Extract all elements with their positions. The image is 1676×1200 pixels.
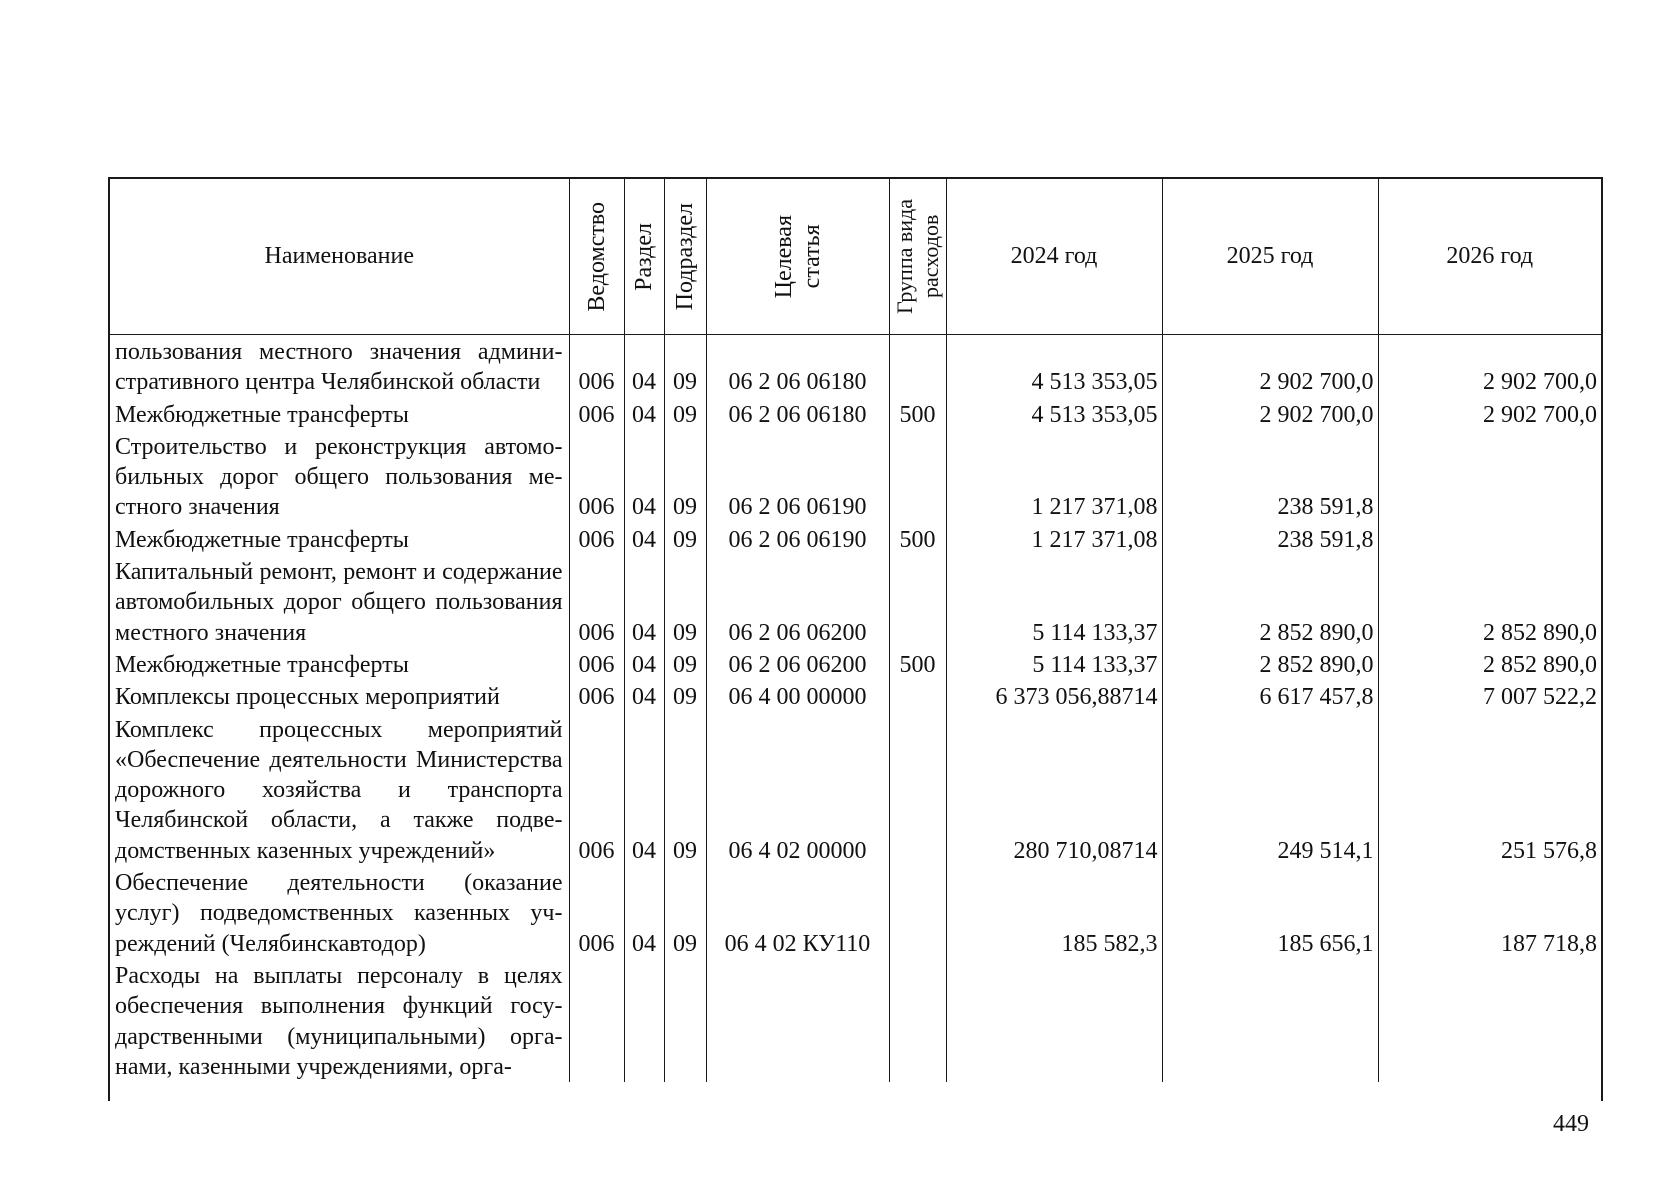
header-2026: 2026 год <box>1378 179 1601 335</box>
table-header-row <box>110 179 1601 335</box>
row-section: 04 <box>624 713 664 866</box>
row-name: Комплексы процессных мероприятий <box>115 684 500 711</box>
budget-table <box>110 179 1601 1082</box>
row-2024: 1 217 371,08 <box>946 430 1162 523</box>
row-section: 04 <box>624 866 664 959</box>
row-2024 <box>946 959 1162 1082</box>
row-2025 <box>1162 959 1378 1082</box>
row-group: 500 <box>889 523 946 555</box>
row-name: Строительство и реконструкция автомобильных дорог общего пользования местного значения <box>115 433 563 521</box>
row-2026: 2 902 700,0 <box>1378 335 1601 398</box>
row-subsection: 09 <box>664 648 706 680</box>
header-section: Раздел <box>624 179 664 335</box>
row-2024: 4 513 353,05 <box>946 398 1162 430</box>
row-section <box>624 959 664 1082</box>
row-group <box>889 555 946 648</box>
row-subsection: 09 <box>664 680 706 712</box>
row-group <box>889 680 946 712</box>
row-target <box>706 959 889 1082</box>
row-group <box>889 866 946 959</box>
row-target: 06 4 02 КУ110 <box>706 866 889 959</box>
row-2024: 280 710,08714 <box>946 713 1162 866</box>
row-dept: 006 <box>569 713 624 866</box>
row-name: Межбюджетные трансферты <box>115 401 409 428</box>
row-target: 06 2 06 06200 <box>706 555 889 648</box>
row-2025: 185 656,1 <box>1162 866 1378 959</box>
row-name: Комплекс процессных мероприятий «Обеспечение деятельности Министерства дорожного хозяйства и транспорта Челябинской области, а также подведомственных казенных учреждений» <box>115 716 563 864</box>
row-dept: 006 <box>569 555 624 648</box>
row-subsection <box>664 959 706 1082</box>
row-name: Обеспечение деятельности (оказание услуг) подведомственных казенных учреждений (Челябинскавтодор) <box>115 870 563 957</box>
budget-table-frame <box>108 177 1603 1101</box>
row-2025: 238 591,8 <box>1162 430 1378 523</box>
row-2026: 7 007 522,2 <box>1378 680 1601 712</box>
table-row <box>110 959 1601 1082</box>
row-section: 04 <box>624 335 664 398</box>
row-target: 06 2 06 06190 <box>706 523 889 555</box>
row-dept: 006 <box>569 523 624 555</box>
row-2026 <box>1378 523 1601 555</box>
row-name: Капитальный ремонт, ремонт и содержание автомобильных дорог общего пользования местного значения <box>115 559 563 646</box>
row-dept: 006 <box>569 648 624 680</box>
row-group <box>889 959 946 1082</box>
row-2025: 6 617 457,8 <box>1162 680 1378 712</box>
row-2025: 2 902 700,0 <box>1162 398 1378 430</box>
row-2026: 2 852 890,0 <box>1378 555 1601 648</box>
row-2025: 2 852 890,0 <box>1162 555 1378 648</box>
table-row <box>110 335 1601 398</box>
table-row <box>110 680 1601 712</box>
row-dept <box>569 959 624 1082</box>
row-dept: 006 <box>569 398 624 430</box>
row-name: Межбюджетные трансферты <box>115 651 409 678</box>
row-group <box>889 430 946 523</box>
row-target: 06 2 06 06180 <box>706 335 889 398</box>
row-target: 06 4 00 00000 <box>706 680 889 712</box>
row-2026: 251 576,8 <box>1378 713 1601 866</box>
row-subsection: 09 <box>664 430 706 523</box>
row-2024: 1 217 371,08 <box>946 523 1162 555</box>
row-2026 <box>1378 430 1601 523</box>
row-2024: 6 373 056,88714 <box>946 680 1162 712</box>
table-row <box>110 713 1601 866</box>
row-target: 06 4 02 00000 <box>706 713 889 866</box>
row-2024: 4 513 353,05 <box>946 335 1162 398</box>
row-name: Межбюджетные трансферты <box>115 526 409 553</box>
row-2025: 2 852 890,0 <box>1162 648 1378 680</box>
header-subsection: Подраздел <box>664 179 706 335</box>
table-row <box>110 430 1601 523</box>
row-section: 04 <box>624 523 664 555</box>
row-dept: 006 <box>569 335 624 398</box>
row-dept: 006 <box>569 866 624 959</box>
row-dept: 006 <box>569 680 624 712</box>
row-group: 500 <box>889 648 946 680</box>
page-number: 449 <box>1553 1111 1589 1137</box>
row-target: 06 2 06 06190 <box>706 430 889 523</box>
row-subsection: 09 <box>664 335 706 398</box>
row-name: пользования местного значения административного центра Челябинской области <box>115 339 563 396</box>
table-row <box>110 555 1601 648</box>
table-row <box>110 648 1601 680</box>
header-2025: 2025 год <box>1162 179 1378 335</box>
header-target-article: Целевая статья <box>706 179 889 335</box>
row-section: 04 <box>624 680 664 712</box>
row-section: 04 <box>624 398 664 430</box>
row-section: 04 <box>624 648 664 680</box>
row-2025: 238 591,8 <box>1162 523 1378 555</box>
row-subsection: 09 <box>664 713 706 866</box>
header-2024: 2024 год <box>946 179 1162 335</box>
row-subsection: 09 <box>664 866 706 959</box>
row-2024: 185 582,3 <box>946 866 1162 959</box>
row-section: 04 <box>624 430 664 523</box>
table-row <box>110 523 1601 555</box>
row-2026: 2 852 890,0 <box>1378 648 1601 680</box>
header-dept: Ведомство <box>569 179 624 335</box>
row-2026 <box>1378 959 1601 1082</box>
row-name: Расходы на выплаты персоналу в целях обеспечения выполнения функций государственными (муниципальными) органами, казенными учреждениями, орга- <box>115 962 563 1080</box>
table-row <box>110 398 1601 430</box>
row-target: 06 2 06 06180 <box>706 398 889 430</box>
row-target: 06 2 06 06200 <box>706 648 889 680</box>
row-2026: 187 718,8 <box>1378 866 1601 959</box>
row-group: 500 <box>889 398 946 430</box>
header-expense-group: Группа вида расходов <box>889 179 946 335</box>
header-name: Наименование <box>110 179 569 335</box>
row-2025: 249 514,1 <box>1162 713 1378 866</box>
row-group <box>889 335 946 398</box>
row-subsection: 09 <box>664 523 706 555</box>
table-row <box>110 866 1601 959</box>
row-2026: 2 902 700,0 <box>1378 398 1601 430</box>
row-section: 04 <box>624 555 664 648</box>
row-group <box>889 713 946 866</box>
row-2025: 2 902 700,0 <box>1162 335 1378 398</box>
row-dept: 006 <box>569 430 624 523</box>
row-subsection: 09 <box>664 555 706 648</box>
row-2024: 5 114 133,37 <box>946 555 1162 648</box>
row-subsection: 09 <box>664 398 706 430</box>
row-2024: 5 114 133,37 <box>946 648 1162 680</box>
